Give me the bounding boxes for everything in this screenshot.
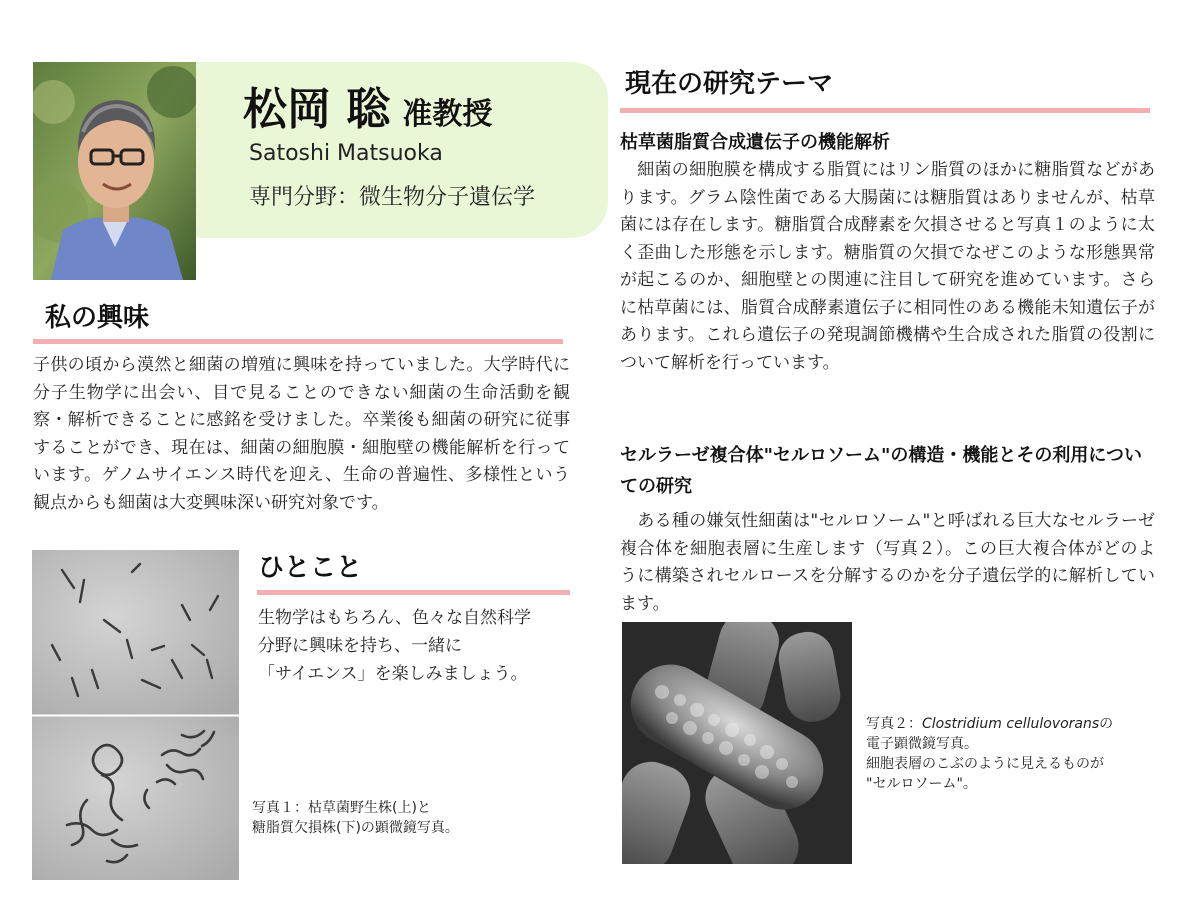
hitokoto-line: 生物学はもちろん、色々な自然科学 [258,608,532,628]
profile-photo [33,62,196,280]
microscope-image [32,550,239,880]
electron-micrograph [622,622,852,864]
specialty-field: 専門分野：微生物分子遺伝学 [249,185,536,210]
hitokoto-line: 「サイエンス」を楽しみましょう。 [258,664,528,684]
name-jp-text: 松岡 聡 [243,84,391,135]
interest-underline [33,339,563,344]
name-english: Satoshi Matsuoka [249,141,443,166]
photo2-caption-suffix: の [1099,716,1114,732]
photo1-caption [252,798,572,838]
hitokoto-underline [257,590,570,595]
topic1-title: 枯草菌脂質合成遺伝子の機能解析 [620,132,890,153]
photo1-caption-line: 写真１：枯草菌野生株(上)と [252,800,431,816]
topic2-title: セルラーゼ複合体"セルロソーム"の構造・機能とその利用についての研究 [620,445,1143,497]
research-heading: 現在の研究テーマ [625,69,834,99]
photo2-caption-line3: 細胞表層のこぶのように見えるものが [866,756,1104,772]
photo2-caption-species: Clostridium cellulovorans [922,716,1100,732]
name-japanese [243,82,492,143]
title-jp: 准教授 [402,97,493,132]
research-underline [620,108,1150,113]
topic1-text: 細菌の細胞膜を構成する脂質にはリン脂質のほかに糖脂質などがあります。グラム陰性菌である大腸菌には糖脂質はありませんが、枯草菌には存在します。糖脂質合成酵素を欠損させると写真１のように太く歪曲した形態を示します。糖脂質の欠損でなぜこのような形態異常が起こるのか、細胞壁との関連に注目して研究を進めています。さらに枯草菌には、脂質合成酵素遺伝子に相同性のある機能未知遺伝子があります。これら遺伝子の発現調節機構や生合成された脂質の役割について解析を行っています。 [620,160,1155,373]
microscope-photo [32,550,239,880]
hitokoto-text [258,604,578,688]
photo2-caption-prefix: 写真２： [866,716,922,732]
hitokoto-line: 分野に興味を持ち、一緒に [258,636,462,656]
photo1-caption-line: 糖脂質欠損株(下)の顕微鏡写真。 [252,820,459,836]
photo2-caption-line4: "セルロソーム"。 [866,776,977,792]
interest-heading: 私の興味 [45,303,150,333]
photo2-caption [866,714,1166,794]
hitokoto-heading: ひとこと [258,553,363,583]
portrait-image [33,62,196,280]
electron-micrograph-image [622,622,852,864]
photo2-caption-line1 [866,714,1166,734]
photo2-caption-line2: 電子顕微鏡写真。 [866,736,978,752]
interest-text: 子供の頃から漠然と細菌の増殖に興味を持っていました。大学時代に分子生物学に出会い、目で見ることのできない細菌の生命活動を観察・解析できることに感銘を受けました。卒業後も細菌の研究に従事することができ、現在は、細菌の細胞膜・細胞壁の機能解析を行っています。ゲノムサイエンス時代を迎え、生命の普遍性、多様性という観点からも細菌は大変興味深い研究対象です。 [33,355,570,513]
topic2-text: ある種の嫌気性細菌は"セルロソーム"と呼ばれる巨大なセルラーゼ複合体を細胞表層に生産します（写真２）。この巨大複合体がどのように構築されセルロースを分解するのかを分子遺伝学的に解析しています。 [620,511,1155,614]
